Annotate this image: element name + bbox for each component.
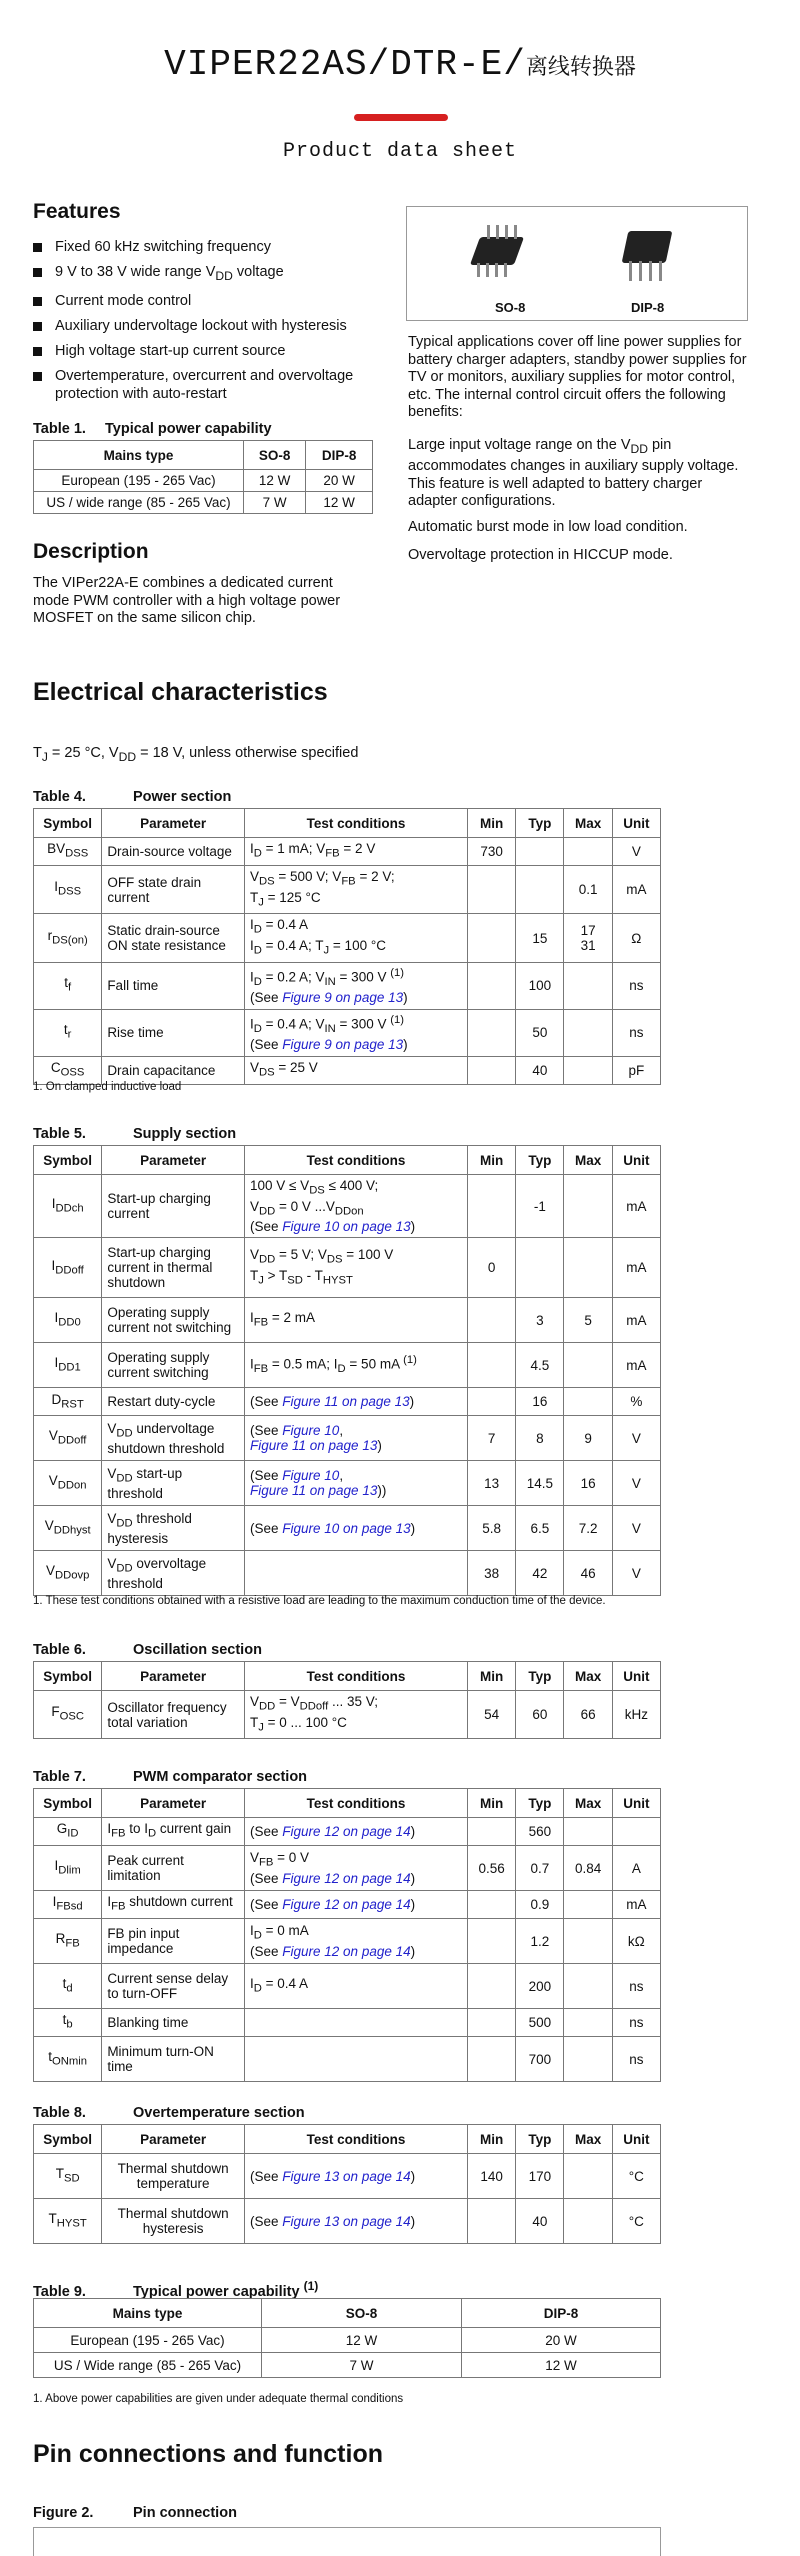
so8-label: SO-8 bbox=[495, 300, 526, 315]
table1-caption: Table 1. Typical power capability bbox=[33, 421, 272, 437]
table5-caption: Table 5. Supply section bbox=[33, 1126, 237, 1142]
feature-item: Auxiliary undervoltage lockout with hysteresis bbox=[33, 317, 393, 335]
feature-item: Fixed 60 kHz switching frequency bbox=[33, 238, 393, 256]
table9: Mains type SO-8 DIP-8 European (195 - 265 Vac) 12 W 20 W US / Wide range (85 - 265 Vac) 7 W 12 W bbox=[33, 2298, 661, 2378]
applications-intro: Typical applications cover off line power supplies for battery charger adapters, standby power supplies for TV or monitors, auxiliary supplies for motor control, etc. The internal control circuit offers the following benefits: bbox=[408, 334, 747, 420]
table4-footnote: 1. On clamped inductive load bbox=[33, 1081, 182, 1093]
table1: Mains type SO-8 DIP-8 European (195 - 265 Vac) 12 W 20 W US / wide range (85 - 265 Vac) 7 W 12 W bbox=[33, 440, 373, 514]
pin-connection-figure bbox=[33, 2527, 661, 2556]
feature-item: High voltage start-up current source bbox=[33, 342, 393, 360]
dip8-label: DIP-8 bbox=[631, 300, 665, 315]
table6-caption: Table 6. Oscillation section bbox=[33, 1642, 262, 1658]
table6: Symbol Parameter Test conditions Min Typ Max Unit $F_{OSC}$ Oscillator frequency total variation $V_{DD} = V_{DDoff}$ ... 35 V; $T_J = 0$ ... 100 °C 54 60 66 kHz bbox=[33, 1661, 661, 1739]
package-images bbox=[406, 206, 748, 321]
pins-heading: Pin connections and function bbox=[33, 2440, 383, 2468]
features-heading: Features bbox=[33, 200, 121, 223]
table7-caption: Table 7. PWM comparator section bbox=[33, 1769, 308, 1785]
description-text: The VIPer22A-E combines a dedicated current mode PWM controller with a high voltage power MOSFET on the same silicon chip. bbox=[33, 575, 341, 626]
figure2-caption: Figure 2. Pin connection bbox=[33, 2505, 237, 2521]
table5-footnote: 1. These test conditions obtained with a resistive load are leading to the maximum conduction time of the device. bbox=[33, 1595, 606, 1607]
electrical-heading: Electrical characteristics bbox=[33, 678, 328, 706]
feature-item: Current mode control bbox=[33, 292, 393, 310]
page-subtitle: Product data sheet bbox=[282, 140, 518, 163]
table5: Symbol Parameter Test conditions Min Typ Max Unit $I_{DDch}$ Start-up charging current 100 $V \le V_{DS} \le 400$ V; $V_{DD} = 0$ V $...V_{DDon}$ (See Figure 10 on page 13) -1 mA $I_{DDoff}$ Start-up charging current in thermal shutdown $V_{DD} = 5$ V; $V_{DS} = 100$ V $T_J > T_{SD} - T_{HYST}$ 0 mA $I_{DD0}$ Operating supply current not switching $I_{FB} = 2$ mA 3 5 mA $I_{DD1}$ Operating supply current switching $I_{FB} = 0.5$ mA; $I_D = 50$ mA $^{(1)}$ 4.5 mA $D_{RST}$ Restart duty-cycle (See Figure 11 on page 13) 16 % $V_{DDoff}$ $V_{DD}$ undervoltage shutdown threshold (See Figure 10, Figure 11 on page 13) 7 8 9 V $V_{DDon}$ $V_{DD}$ start-up threshold (See Figure 10, Figure 11 on page 13)) 13 14.5 16 V $V_{DDhyst}$ $V_{DD}$ threshold hysteresis (See Figure 10 on page 13) 5.8 6.5 7.2 V $V_{DDovp}$ $V_{DD}$ overvoltage threshold 38 42 46 V bbox=[33, 1145, 661, 1596]
title-cn: 离线转换器 bbox=[525, 55, 636, 80]
table9-footnote: 1. Above power capabilities are given under adequate thermal conditions bbox=[33, 2393, 404, 2405]
table9-caption: Table 9. Typical power capability $^{(1)}$ bbox=[33, 2279, 319, 2300]
table4: Symbol Parameter Test conditions Min Typ Max Unit $BV_{DSS}$ Drain-source voltage $I_D = 1$ mA; $V_{FB} = 2$ V 730 V $I_{DSS}$ OFF state drain current $V_{DS} = 500$ V; $V_{FB} = 2$ V; $T_J = 125$ °C 0.1 mA $r_{DS(on)}$ Static drain-source ON state resistance $I_D = 0.4$ A $I_D = 0.4$ A; $T_J = 100$ °C 15 17 31 Ω $t_f$ Fall time $I_D = 0.2$ A; $V_{IN} = 300$ V $^{(1)}$ (See Figure 9 on page 13) 100 ns $t_r$ Rise time $I_D = 0.4$ A; $V_{IN} = 300$ V $^{(1)}$ (See Figure 9 on page 13) 50 ns $C_{OSS}$ Drain capacitance $V_{DS} = 25$ V 40 pF bbox=[33, 808, 661, 1085]
applications-ovp: Overvoltage protection in HICCUP mode. bbox=[408, 547, 673, 563]
features-list bbox=[33, 238, 393, 410]
table8: Symbol Parameter Test conditions Min Typ Max Unit $T_{SD}$ Thermal shutdown temperature (See Figure 13 on page 14) 140 170 °C $T_{HYST}$ Thermal shutdown hysteresis (See Figure 13 on page 14) 40 °C bbox=[33, 2124, 661, 2244]
feature-item: 9 V to 38 V wide range $V_{DD}$ voltage bbox=[33, 263, 393, 285]
page-title bbox=[0, 44, 800, 85]
applications-vdd: Large input voltage range on the $V_{DD}$ pin accommodates changes in auxiliary supply voltage. This feature is well adapted to battery charger adapter configurations. bbox=[408, 437, 739, 510]
applications-burst: Automatic burst mode in low load condition. bbox=[408, 519, 688, 535]
electrical-conditions: $T_J = 25$ °C, $V_{DD} = 18$ V, unless otherwise specified bbox=[33, 745, 359, 764]
title-underline bbox=[354, 114, 448, 121]
table7: Symbol Parameter Test conditions Min Typ Max Unit $G_{ID}$ $I_{FB}$ to $I_D$ current gain (See Figure 12 on page 14) 560 $I_{Dlim}$ Peak current limitation $V_{FB} = 0$ V (See Figure 12 on page 14) 0.56 0.7 0.84 A $I_{FBsd}$ $I_{FB}$ shutdown current (See Figure 12 on page 14) 0.9 mA $R_{FB}$ FB pin input impedance $I_D = 0$ mA (See Figure 12 on page 14) 1.2 kΩ $t_d$ Current sense delay to turn-OFF $I_D = 0.4$ A 200 ns $t_b$ Blanking time 500 ns $t_{ONmin}$ Minimum turn-ON time 700 ns bbox=[33, 1788, 661, 2082]
title-main: VIPER22AS/DTR-E/ bbox=[164, 44, 526, 85]
table8-caption: Table 8. Overtemperature section bbox=[33, 2105, 305, 2121]
description-heading: Description bbox=[33, 540, 149, 563]
feature-item: Overtemperature, overcurrent and overvoltage protection with auto-restart bbox=[33, 367, 393, 403]
table4-caption: Table 4. Power section bbox=[33, 789, 232, 805]
